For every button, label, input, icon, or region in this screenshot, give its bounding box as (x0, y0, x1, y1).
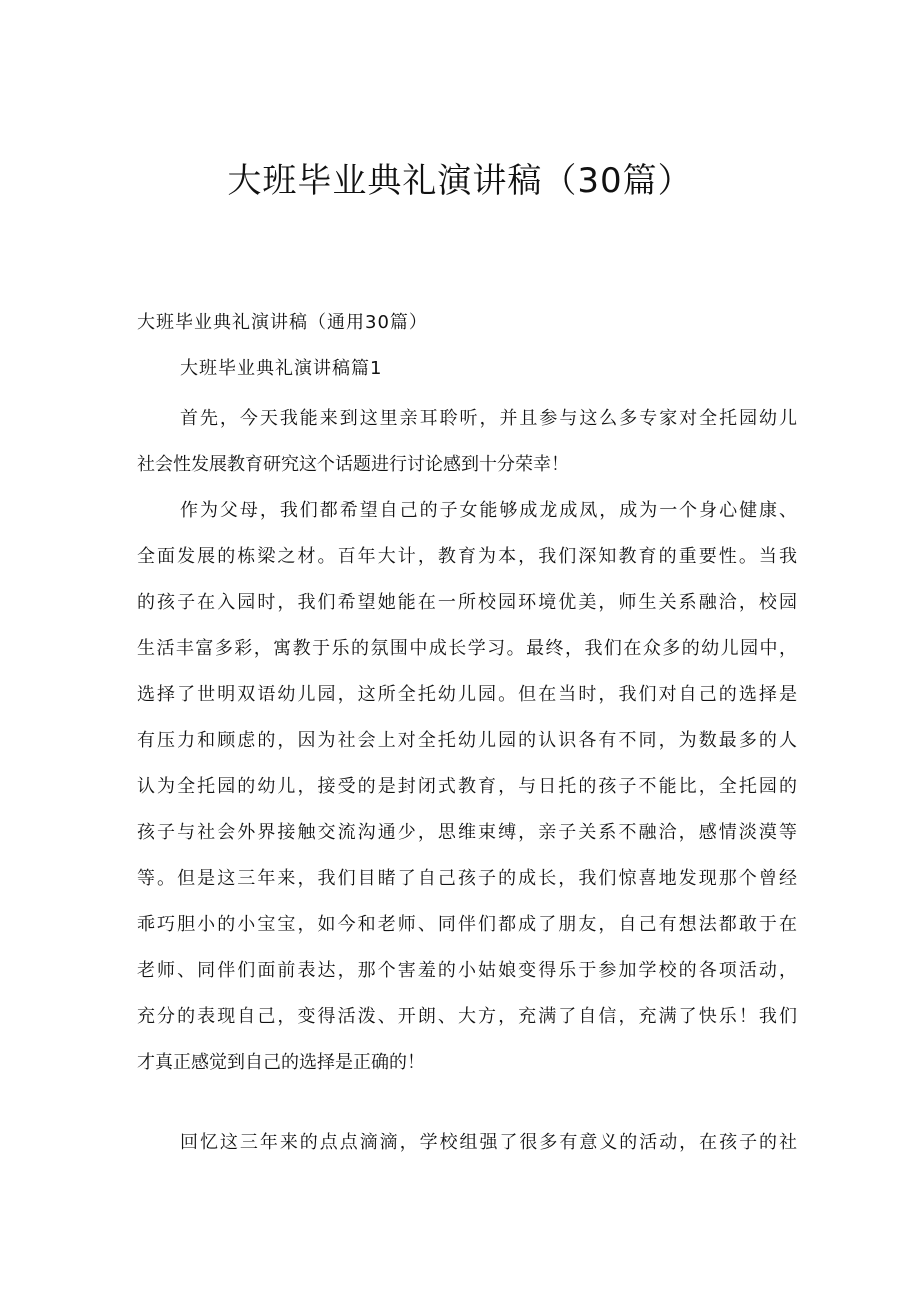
section-heading: 大班毕业典礼演讲稿篇1 (180, 358, 383, 379)
paragraph-3 (137, 1120, 797, 1166)
text-line: 充分的表现自己，变得活泼、开朗、大方，充满了自信，充满了快乐！我们 (137, 1006, 797, 1027)
text-line: 孩子与社会外界接触交流沟通少，思维束缚，亲子关系不融洽，感情淡漠等 (137, 822, 797, 843)
paragraph-1 (137, 396, 797, 488)
text-line: 老师、同伴们面前表达，那个害羞的小姑娘变得乐于参加学校的各项活动， (137, 960, 797, 981)
document-subtitle: 大班毕业典礼演讲稿（通用30篇） (137, 312, 428, 333)
paragraph-2 (137, 488, 797, 1086)
text-line: 全面发展的栋梁之材。百年大计，教育为本，我们深知教育的重要性。当我 (137, 546, 797, 567)
text-line: 才真正感觉到自己的选择是正确的！ (137, 1052, 425, 1073)
text-line: 社会性发展教育研究这个话题进行讨论感到十分荣幸！ (137, 454, 569, 475)
document-title: 大班毕业典礼演讲稿（30篇） (227, 161, 693, 201)
text-line: 选择了世明双语幼儿园，这所全托幼儿园。但在当时，我们对自己的选择是 (137, 684, 797, 705)
text-line: 认为全托园的幼儿，接受的是封闭式教育，与日托的孩子不能比，全托园的 (137, 776, 797, 797)
text-line: 首先，今天我能来到这里亲耳聆听，并且参与这么多专家对全托园幼儿 (180, 408, 797, 429)
text-line: 生活丰富多彩，寓教于乐的氛围中成长学习。最终，我们在众多的幼儿园中， (137, 638, 797, 659)
text-line: 有压力和顾虑的，因为社会上对全托幼儿园的认识各有不同，为数最多的人 (137, 730, 797, 751)
text-line: 作为父母，我们都希望自己的子女能够成龙成凤，成为一个身心健康、 (180, 500, 797, 521)
text-line: 回忆这三年来的点点滴滴，学校组强了很多有意义的活动，在孩子的社 (180, 1132, 797, 1153)
text-line: 乖巧胆小的小宝宝，如今和老师、同伴们都成了朋友，自己有想法都敢于在 (137, 914, 797, 935)
text-line: 的孩子在入园时，我们希望她能在一所校园环境优美，师生关系融洽，校园 (137, 592, 797, 613)
text-line: 等。但是这三年来，我们目睹了自己孩子的成长，我们惊喜地发现那个曾经 (137, 868, 797, 889)
